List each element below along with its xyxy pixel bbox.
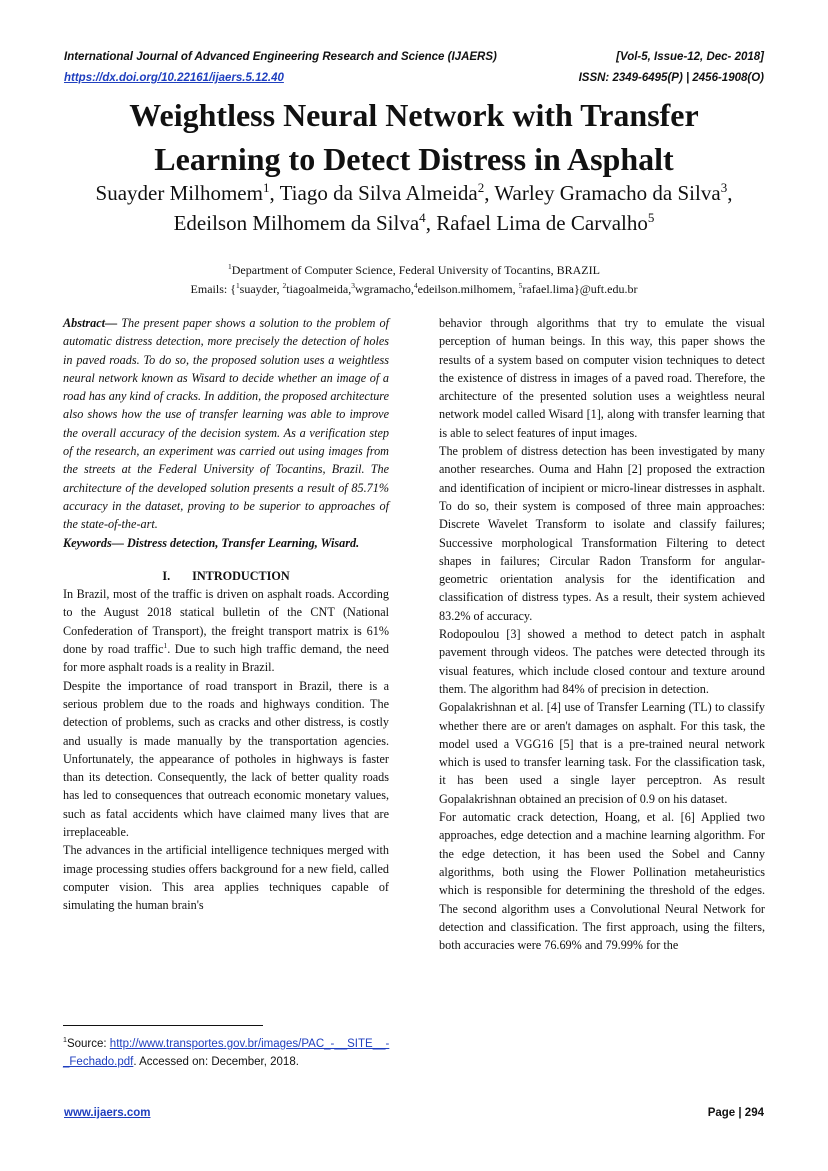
footnote-prefix: Source: <box>66 1038 110 1050</box>
journal-name: International Journal of Advanced Engineering Research and Science (IJAERS) <box>64 51 497 63</box>
volume-issue: [Vol-5, Issue-12, Dec- 2018] <box>616 51 764 63</box>
email-user: rafael.lima}@uft.edu.br <box>522 282 638 296</box>
department <box>100 261 728 280</box>
email-sup: 2 <box>282 281 287 290</box>
email-sup: 1 <box>235 281 240 290</box>
email-sup: 4 <box>413 281 418 290</box>
title-line-2: Learning to Detect Distress in Asphalt <box>154 141 674 177</box>
emails <box>100 280 728 299</box>
right-paragraph-2: The problem of distress detection has been investigated by many another researches. Ouma and Hahn [2] proposed the extraction and identification of incipient or micro-linear distresses in asphalt. To do so, their system is composed of three main approaches: Discrete Wavelet Transform to isolate and classify failures; Successive morphological Transformation Filtering to detect shapes in failures; Circular Radon Transform for angular-geometric orientation analysis for the identification and classification of distress types. As a result, their system achieved 83.2% of accuracy. <box>439 444 765 623</box>
abstract-label: Abstract— <box>63 316 118 330</box>
footnote <box>63 1035 393 1071</box>
page-footer <box>64 1107 764 1119</box>
author-name: , Warley Gramacho da Silva <box>484 181 721 205</box>
author-line-1: Suayder Milhomem$^1$, Tiago da Silva Almeida$^2$, Warley Gramacho da Silva$^3$, <box>95 180 733 205</box>
section-number: I. <box>162 568 171 583</box>
department-text: Department of Computer Science, Federal University of Tocantins, BRAZIL <box>231 263 600 277</box>
right-paragraph-1: behavior through algorithms that try to emulate the visual perception of human beings. In this way, this paper shows the results of a system based on computer vision techniques to detect the existence of distress in images of a paved road. Therefore, the architecture of the presented solution uses a weightless neural network model called Wisard [1], along with transfer learning that is able to select features of input images. <box>439 316 765 440</box>
footnote-marker: 1 <box>163 640 168 650</box>
email-sup: 5 <box>518 281 523 290</box>
doi-link[interactable]: https://dx.doi.org/10.22161/ijaers.5.12.40 <box>64 72 284 84</box>
author-name: Suayder Milhomem <box>95 181 263 205</box>
author-name: Edeilson Milhomem da Silva <box>173 211 420 235</box>
author-sup: 5 <box>647 210 655 225</box>
footnote-suffix: . Accessed on: December, 2018. <box>133 1056 299 1068</box>
author-sup: 4 <box>419 210 426 225</box>
email-user: wgramacho, <box>354 282 414 296</box>
right-paragraph-5: For automatic crack detection, Hoang, et al. [6] Applied two approaches, edge detection and a machine learning algorithm. For the edge detection, it has been used the Sobel and Canny algorithms, both using the Flower Pollination metaheuristics which is responsible for determining the threshold of the edges. The second algorithm uses a Convolutional Neural Network for detection and classification. The first approach, using the filters, both accuracies were 76.69% and 79.99% for the <box>439 810 765 953</box>
email-sup: 3 <box>351 281 355 290</box>
author-sup: 3 <box>720 180 728 195</box>
author-list <box>60 178 768 238</box>
page-number: Page | 294 <box>707 1107 764 1119</box>
title-line-1: Weightless Neural Network with Transfer <box>129 97 699 133</box>
email-user: tiagoalmeida, <box>286 282 352 296</box>
email-user: suayder, <box>239 282 283 296</box>
issn: ISSN: 2349-6495(P) | 2456-1908(O) <box>578 72 764 84</box>
right-column <box>439 314 765 954</box>
abstract <box>63 314 389 534</box>
affiliation-block <box>100 261 728 299</box>
footnote-link[interactable]: http://www.transportes.gov.br/images/PAC_-__SITE__-_Fechado.pdf <box>63 1038 390 1068</box>
author-name: , Tiago da Silva Almeida <box>269 181 478 205</box>
left-column <box>63 314 389 915</box>
email-user: edeilson.milhomem, <box>417 282 519 296</box>
author-sup: 2 <box>477 180 485 195</box>
website-link[interactable]: www.ijaers.com <box>64 1107 151 1119</box>
author-line-2 <box>60 208 768 238</box>
right-paragraph-3: Rodopoulou [3] showed a method to detect patch in asphalt pavement through videos. The patches were detected through its visual features, which include closed contour and texture around them. The algorithm had 84% of precision in detection. <box>439 627 765 696</box>
footnote-sup: 1 <box>63 1036 67 1045</box>
section-title: INTRODUCTION <box>192 568 290 583</box>
right-paragraph-4: Gopalakrishnan et al. [4] use of Transfer Learning (TL) to classify whether there are or aren't damages on asphalt. For this task, the model used a VGG16 [5] that is a pre-trained neural network which is used to transfer learning task. For the classification task, it has been used a single layer perceptron. As result Gopalakrishnan obtained an precision of 0.9 on his dataset. <box>439 700 765 806</box>
intro-p1-text-cont: . Due to such high traffic demand, the need for more asphalt roads is a reality in Brazil. <box>63 642 389 675</box>
emails-prefix: Emails: { <box>190 282 236 296</box>
author-sup: 1 <box>262 180 270 195</box>
section-heading-introduction <box>63 567 389 585</box>
keywords: Keywords— Distress detection, Transfer Learning, Wisard. <box>63 535 360 550</box>
intro-paragraph-3: The advances in the artificial intelligence techniques merged with image processing studies offers background for a new field, called computer vision. This area applies techniques capable of simulating the human brain's <box>63 843 389 913</box>
author-name: , Rafael Lima de Carvalho <box>425 211 648 235</box>
intro-paragraph-2: Despite the importance of road transport in Brazil, there is a serious problem due to the roads and highways condition. The detection of problems, such as cracks and other distress, is costly and usually is made manually by the transportation agencies. Unfortunately, the appearance of potholes in highways is faster than its detection. Consequently, the lack of better quality roads has led to consequences that outreach economic monetary values, such as fatal accidents which have claimed many lives that are irreplaceable. <box>63 678 389 840</box>
paper-title <box>60 93 768 181</box>
intro-paragraph-1 <box>63 585 389 676</box>
footnote-divider <box>63 1025 263 1026</box>
intro-p1-text: In Brazil, most of the traffic is driven on asphalt roads. According to the August 2018 statical bulletin of the CNT (National Confederation of Transport), the freight transport matrix is 61% done by road traffic <box>63 587 389 657</box>
dept-sup: 1 <box>228 262 232 271</box>
abstract-text: The present paper shows a solution to the problem of automatic distress detection, more precisely the detection of holes in paved roads. To do so, the proposed solution uses a weightless neural network known as Wisard to decide whether an image of a road has any kind of cracks. In addition, the proposed architecture also shows how the use of transfer learning was able to improve the overall accuracy of the decision system. As a verification step of the research, an experiment was carried out using images from the streets at the Federal University of Tocantins, Brazil. The architecture of the developed solution presents a result of 85.71% accuracy in the dataset, proving to be superior to approaches of the state-of-the-art. <box>63 316 389 532</box>
